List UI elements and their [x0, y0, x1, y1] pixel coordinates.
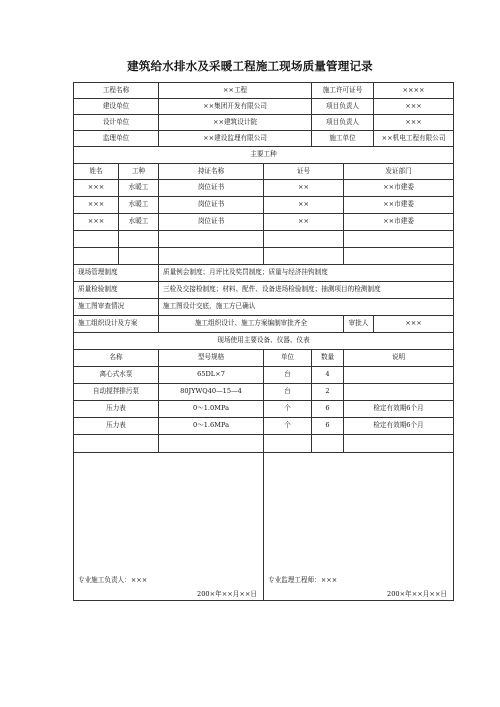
project-value: ××工程 [159, 83, 312, 99]
trades-section-title: 主要工种 [74, 147, 454, 164]
equipment-cell: 压力表 [74, 401, 159, 418]
trades-header-issuer: 发证部门 [344, 164, 454, 180]
trade-cell [119, 248, 159, 265]
contractor-signature-label: 专业施工负责人：××× [78, 575, 148, 584]
drawing-review-label: 施工图审查情况 [74, 299, 159, 316]
permit-value: ×××× [374, 83, 454, 99]
equipment-cell [312, 435, 344, 453]
equipment-cell [344, 384, 454, 401]
equipment-cell: 个 [264, 418, 312, 435]
design-lead-label: 项目负责人 [312, 115, 374, 131]
trade-cell [74, 231, 119, 248]
supervisor-signature-cell [264, 453, 454, 601]
supervisor-signature-label: 专业监理工程师：××× [268, 575, 338, 584]
trades-header-trade: 工种 [119, 164, 159, 180]
approver-label: 审批人 [344, 316, 374, 333]
table-row [74, 384, 454, 401]
quality-check-value: 三检及交接检制度；材料、配件、设备进场检验制度；抽测项目的检测制度 [159, 282, 454, 299]
info-row-supervision [74, 131, 454, 147]
trade-cell: 岗位证书 [159, 180, 264, 197]
trade-cell: 岗位证书 [159, 214, 264, 231]
trade-cell [74, 248, 119, 265]
trade-cell [159, 248, 264, 265]
plan-value: 施工组织设计、施工方案编制审批齐全 [159, 316, 344, 333]
table-row [74, 180, 454, 197]
trade-cell [344, 231, 454, 248]
equipment-cell [264, 435, 312, 453]
equipment-header-model: 型号规格 [159, 350, 264, 367]
plan-row [74, 316, 454, 333]
signature-row [74, 453, 454, 601]
quality-check-row [74, 282, 454, 299]
site-mgmt-label: 现场管理制度 [74, 265, 159, 282]
site-mgmt-value: 质量例会制度；月评比及奖罚制度；质量与经济挂钩制度 [159, 265, 454, 282]
equipment-cell: 80JYWQ40—15—4 [159, 384, 264, 401]
equipment-cell: 2 [312, 384, 344, 401]
trades-header-number: 证号 [264, 164, 344, 180]
trades-header-cert: 持证名称 [159, 164, 264, 180]
table-row [74, 197, 454, 214]
trade-cell: 水暖工 [119, 197, 159, 214]
table-row [74, 435, 454, 453]
contractor-signature-cell [74, 453, 264, 601]
trade-cell: ×× [264, 180, 344, 197]
equipment-cell: 台 [264, 367, 312, 384]
trade-cell [159, 231, 264, 248]
trade-cell: 岗位证书 [159, 197, 264, 214]
owner-label: 建设单位 [74, 99, 159, 115]
supervision-label: 监理单位 [74, 131, 159, 147]
equipment-cell: 4 [312, 367, 344, 384]
owner-lead-label: 项目负责人 [312, 99, 374, 115]
drawing-review-row [74, 299, 454, 316]
trade-cell: ××市建委 [344, 197, 454, 214]
trades-header-row [74, 164, 454, 180]
trade-cell: ×× [264, 214, 344, 231]
info-row-owner [74, 99, 454, 115]
equipment-cell: 压力表 [74, 418, 159, 435]
trades-section-row [74, 147, 454, 164]
quality-management-table [73, 82, 454, 601]
info-row-project [74, 83, 454, 99]
owner-lead-value: ××× [374, 99, 454, 115]
equipment-cell [344, 367, 454, 384]
equipment-cell: 6 [312, 401, 344, 418]
equipment-header-name: 名称 [74, 350, 159, 367]
design-value: ××建筑设计院 [159, 115, 312, 131]
table-row [74, 214, 454, 231]
table-row [74, 231, 454, 248]
table-row [74, 248, 454, 265]
table-row [74, 401, 454, 418]
equipment-cell: 0～1.0MPa [159, 401, 264, 418]
document-title: 建筑给水排水及采暖工程施工现场质量管理记录 [127, 59, 373, 73]
equipment-cell: 检定有效期6个月 [344, 401, 454, 418]
trade-cell: ××市建委 [344, 214, 454, 231]
trades-header-name: 姓名 [74, 164, 119, 180]
equipment-header-note: 说明 [344, 350, 454, 367]
contractor-signature-date: 200×年××月××日 [197, 589, 257, 598]
table-row [74, 418, 454, 435]
equipment-header-row [74, 350, 454, 367]
site-mgmt-row [74, 265, 454, 282]
design-lead-value: ××× [374, 115, 454, 131]
approver-value: ××× [374, 316, 454, 333]
trade-cell: ××× [74, 197, 119, 214]
equipment-header-qty: 数量 [312, 350, 344, 367]
trade-cell [344, 248, 454, 265]
equipment-cell: 6 [312, 418, 344, 435]
equipment-cell: 个 [264, 401, 312, 418]
owner-value: ××集团开发有限公司 [159, 99, 312, 115]
contractor-label: 施工单位 [312, 131, 374, 147]
plan-label: 施工组织设计及方案 [74, 316, 159, 333]
equipment-cell [344, 435, 454, 453]
trade-cell: 水暖工 [119, 180, 159, 197]
equipment-section-title: 现场使用主要设备、仪器、仪表 [74, 333, 454, 350]
contractor-value: ××机电工程有限公司 [374, 131, 454, 147]
equipment-header-unit: 单位 [264, 350, 312, 367]
equipment-cell: 离心式水泵 [74, 367, 159, 384]
permit-label: 施工许可证号 [312, 83, 374, 99]
trade-cell: ××市建委 [344, 180, 454, 197]
info-row-design [74, 115, 454, 131]
trade-cell [119, 231, 159, 248]
trade-cell: ××× [74, 180, 119, 197]
design-label: 设计单位 [74, 115, 159, 131]
supervisor-signature-date: 200×年××月××日 [387, 589, 448, 598]
equipment-cell: 0～1.6MPa [159, 418, 264, 435]
drawing-review-value: 施工图设计交底，施工方已确认 [159, 299, 454, 316]
equipment-cell: 检定有效期6个月 [344, 418, 454, 435]
equipment-cell [159, 435, 264, 453]
equipment-cell [74, 435, 159, 453]
equipment-cell: 65DL×7 [159, 367, 264, 384]
project-label: 工程名称 [74, 83, 159, 99]
equipment-cell: 自动搅拌排污泵 [74, 384, 159, 401]
quality-check-label: 质量检验制度 [74, 282, 159, 299]
trade-cell [264, 248, 344, 265]
trade-cell: ×× [264, 197, 344, 214]
equipment-cell: 台 [264, 384, 312, 401]
supervision-value: ××建设监理有限公司 [159, 131, 312, 147]
trade-cell [264, 231, 344, 248]
equipment-section-row [74, 333, 454, 350]
trade-cell: 水暖工 [119, 214, 159, 231]
table-row [74, 367, 454, 384]
trade-cell: ××× [74, 214, 119, 231]
